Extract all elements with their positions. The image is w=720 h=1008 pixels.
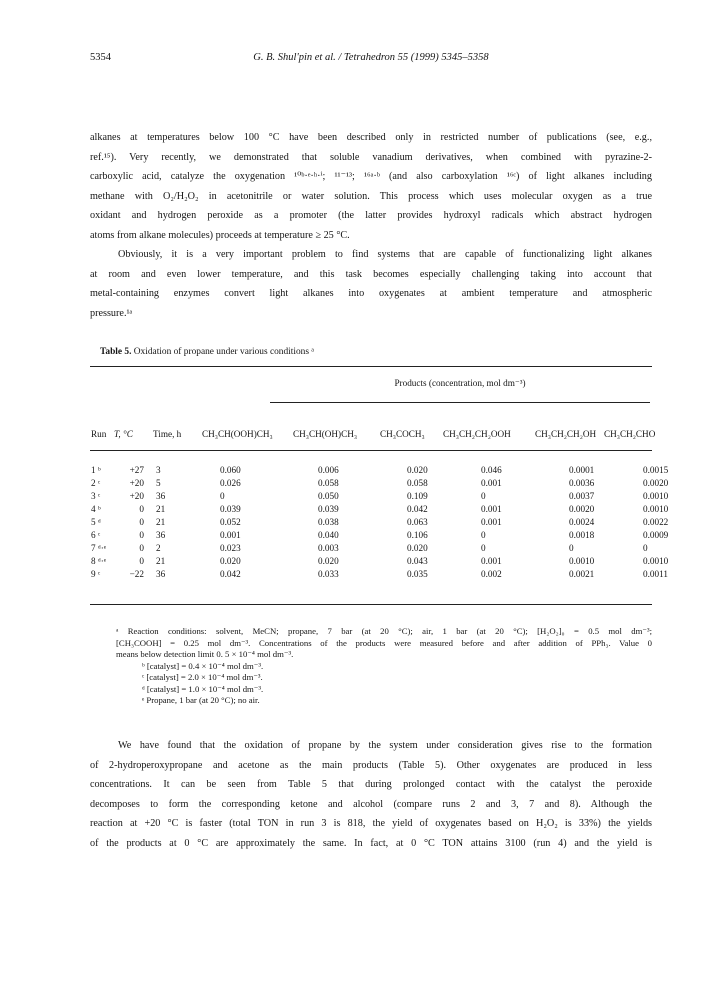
- column-header-isopropyl-hydroperoxide: CH₃CH(OOH)CH₃: [202, 429, 273, 439]
- run-cell: 3 ᶜ: [91, 491, 101, 501]
- value-cell: 0: [481, 530, 486, 540]
- page-number: 5354: [90, 52, 111, 63]
- run-cell: 7 ᵈ·ᵉ: [91, 543, 107, 553]
- time-cell: 36: [156, 569, 166, 579]
- column-header-time: Time, h: [153, 429, 182, 439]
- run-cell: 9 ᶜ: [91, 569, 101, 579]
- paragraph-1: [90, 128, 652, 245]
- paragraph-2: [90, 245, 652, 323]
- table-row: [91, 477, 697, 490]
- table-row: [91, 490, 697, 503]
- value-cell: 0.023: [220, 543, 241, 553]
- column-header-acetone: CH₃COCH₃: [380, 429, 425, 439]
- temperature-cell: 0: [139, 543, 144, 553]
- text-line: of the products at 0 °C are approximately the same. In fact, at 0 °C TON attains 3100 (run 4) and the yield is: [90, 837, 652, 849]
- column-header-propanal: CH₃CH₂CHO: [604, 429, 656, 439]
- value-cell: 0.0015: [643, 465, 669, 475]
- table-caption-text: Oxidation of propane under various conditions ᵃ: [133, 347, 314, 357]
- table-row: [91, 568, 697, 581]
- run-cell: 2 ᶜ: [91, 478, 101, 488]
- value-cell: 0.042: [407, 504, 428, 514]
- table-top-rule: [90, 366, 652, 367]
- table-footnotes: [116, 626, 652, 707]
- value-cell: 0.020: [407, 465, 428, 475]
- time-cell: 21: [156, 556, 166, 566]
- table-caption-label: Table 5.: [100, 347, 132, 357]
- value-cell: 0.020: [407, 543, 428, 553]
- text-line: concentrations. It can be seen from Table 5 that during prolonged contact with the catalyst the peroxide: [90, 779, 652, 790]
- value-cell: 0.026: [220, 478, 241, 488]
- value-cell: 0.058: [407, 478, 428, 488]
- paragraph-3: [90, 736, 652, 853]
- value-cell: 0.046: [481, 465, 502, 475]
- value-cell: 0.0009: [643, 530, 669, 540]
- run-cell: 4 ᵇ: [91, 504, 101, 514]
- column-header-temperature: T, °C: [114, 429, 133, 439]
- value-cell: 0.0021: [569, 569, 595, 579]
- footnote-line: ᵈ [catalyst] = 1.0 × 10⁻⁴ mol dm⁻³.: [142, 683, 264, 694]
- value-cell: 0.033: [318, 569, 339, 579]
- time-cell: 36: [156, 491, 166, 501]
- text-line: reaction at +20 °C is faster (total TON in run 3 is 818, the yield of oxygenates based on H₂O₂ is 33%) the yields: [90, 818, 652, 829]
- text-line: We have found that the oxidation of propane by the system under consideration gives rise to the formation: [118, 740, 652, 751]
- column-header-run: Run: [91, 429, 107, 439]
- value-cell: 0.001: [481, 504, 502, 514]
- running-header: [90, 52, 652, 68]
- table-group-rule: [270, 402, 650, 403]
- text-line: pressure.¹ᵃ: [90, 307, 133, 319]
- value-cell: 0.0018: [569, 530, 595, 540]
- footnote-line: ᵃ Reaction conditions: solvent, MeCN; propane, 7 bar (at 20 °C); air, 1 bar (at 20 °C); [H₂O₂]₀ = 0.5 mol dm⁻³;: [116, 626, 652, 636]
- temperature-cell: 0: [139, 504, 144, 514]
- value-cell: 0.020: [318, 556, 339, 566]
- value-cell: 0.042: [220, 569, 241, 579]
- value-cell: 0.038: [318, 517, 339, 527]
- value-cell: 0.006: [318, 465, 339, 475]
- temperature-cell: 0: [139, 530, 144, 540]
- table-row: [91, 464, 697, 477]
- value-cell: 0.060: [220, 465, 241, 475]
- value-cell: 0.001: [481, 478, 502, 488]
- table-header-rule: [90, 450, 652, 451]
- time-cell: 21: [156, 504, 166, 514]
- column-header-propyl-hydroperoxide: CH₃CH₂CH₂OOH: [443, 429, 511, 439]
- value-cell: 0.001: [481, 556, 502, 566]
- temperature-cell: +27: [129, 465, 144, 475]
- footnote-line: means below detection limit 0. 5 × 10⁻⁴ mol dm⁻³.: [116, 649, 294, 659]
- column-header-propanol: CH₃CH₂CH₂OH: [535, 429, 597, 439]
- text-line: ref.¹⁵). Very recently, we demonstrated that soluble vanadium derivatives, when combined with pyrazine-2-: [90, 151, 652, 163]
- value-cell: 0.0010: [643, 491, 669, 501]
- value-cell: 0.0024: [569, 517, 595, 527]
- value-cell: 0.0020: [643, 478, 669, 488]
- temperature-cell: +20: [129, 478, 144, 488]
- value-cell: 0.002: [481, 569, 502, 579]
- data-table: [91, 464, 697, 581]
- value-cell: 0.0011: [643, 569, 668, 579]
- time-cell: 21: [156, 517, 166, 527]
- table-row: [91, 555, 697, 568]
- text-line: metal-containing enzymes convert light alkanes into oxygenates at ambient temperature and atmospheric: [90, 288, 652, 299]
- value-cell: 0.0037: [569, 491, 595, 501]
- value-cell: 0.003: [318, 543, 339, 553]
- value-cell: 0: [569, 543, 574, 553]
- text-line: methane with O₂/H₂O₂ in acetonitrile or water solution. This process which uses molecular oxygen as a true: [90, 190, 652, 202]
- table-row: [91, 529, 697, 542]
- table-row: [91, 516, 697, 529]
- time-cell: 36: [156, 530, 166, 540]
- text-line: carboxylic acid, catalyze the oxygenation ¹⁰ᵇ·ᵉ·ʰ·ⁱ; ¹¹⁻¹³; ¹⁶ᵃ·ᵇ (and also carboxylation ¹⁶ᶜ) of light alkanes including: [90, 171, 652, 182]
- value-cell: 0.058: [318, 478, 339, 488]
- value-cell: 0.109: [407, 491, 428, 501]
- table-row: [91, 503, 697, 516]
- value-cell: 0.001: [481, 517, 502, 527]
- value-cell: 0.039: [220, 504, 241, 514]
- text-line: oxidant and hydrogen peroxide as a promoter (the latter provides hydroxyl radicals which abstract hydrogen: [90, 210, 652, 221]
- value-cell: 0.001: [220, 530, 241, 540]
- value-cell: 0.0020: [569, 504, 595, 514]
- value-cell: 0.040: [318, 530, 339, 540]
- value-cell: 0: [481, 491, 486, 501]
- value-cell: 0.0036: [569, 478, 595, 488]
- temperature-cell: 0: [139, 517, 144, 527]
- value-cell: 0.043: [407, 556, 428, 566]
- footnote-line: ᶜ [catalyst] = 2.0 × 10⁻⁴ mol dm⁻³.: [142, 672, 263, 682]
- value-cell: 0.020: [220, 556, 241, 566]
- running-title: G. B. Shul'pin et al. / Tetrahedron 55 (1999) 5345–5358: [253, 52, 489, 63]
- text-line: at room and even lower temperature, and this task becomes especially challenging taking into account that: [90, 268, 652, 280]
- time-cell: 2: [156, 543, 161, 553]
- value-cell: 0.035: [407, 569, 428, 579]
- time-cell: 3: [156, 465, 161, 475]
- text-line: of 2-hydroperoxypropane and acetone as the main products (Table 5). Other oxygenates are produced in less: [90, 759, 652, 771]
- run-cell: 8 ᵈ·ᵉ: [91, 556, 107, 566]
- value-cell: 0: [220, 491, 225, 501]
- text-line: decomposes to form the corresponding ketone and alcohol (compare runs 2 and 3, 7 and 8). Although the: [90, 798, 652, 810]
- value-cell: 0.063: [407, 517, 428, 527]
- column-header-isopropanol: CH₃CH(OH)CH₃: [293, 429, 358, 439]
- value-cell: 0: [481, 543, 486, 553]
- value-cell: 0.0010: [643, 556, 669, 566]
- footnote-line: ᵇ [catalyst] = 0.4 × 10⁻⁴ mol dm⁻³.: [142, 660, 264, 671]
- value-cell: 0.0010: [643, 504, 669, 514]
- text-line: atoms from alkane molecules) proceeds at temperature ≥ 25 °C.: [90, 229, 350, 241]
- footnote-line: ᵉ Propane, 1 bar (at 20 °C); no air.: [142, 695, 260, 705]
- table-caption: [100, 347, 314, 357]
- temperature-cell: 0: [139, 556, 144, 566]
- text-line: alkanes at temperatures below 100 °C have been described only in restricted number of publications (see, e.g.,: [90, 132, 652, 143]
- table-group-header: Products (concentration, mol dm⁻³): [394, 378, 526, 388]
- time-cell: 5: [156, 478, 161, 488]
- footnote-line: [CH₃COOH] = 0.25 mol dm⁻³. Concentrations of the products were measured before and after addition of PPh₃. Value 0: [116, 637, 652, 648]
- value-cell: 0.039: [318, 504, 339, 514]
- table-row: [91, 542, 697, 555]
- value-cell: 0: [643, 543, 648, 553]
- value-cell: 0.0001: [569, 465, 595, 475]
- value-cell: 0.050: [318, 491, 339, 501]
- temperature-cell: −22: [129, 569, 144, 579]
- value-cell: 0.106: [407, 530, 428, 540]
- value-cell: 0.052: [220, 517, 241, 527]
- temperature-cell: +20: [129, 491, 144, 501]
- value-cell: 0.0022: [643, 517, 669, 527]
- run-cell: 5 ᵈ: [91, 517, 101, 527]
- value-cell: 0.0010: [569, 556, 595, 566]
- table-bottom-rule: [90, 604, 652, 605]
- text-line: Obviously, it is a very important problem to find systems that are capable of functionalizing light alkanes: [118, 249, 652, 260]
- run-cell: 6 ᶜ: [91, 530, 101, 540]
- run-cell: 1 ᵇ: [91, 465, 101, 475]
